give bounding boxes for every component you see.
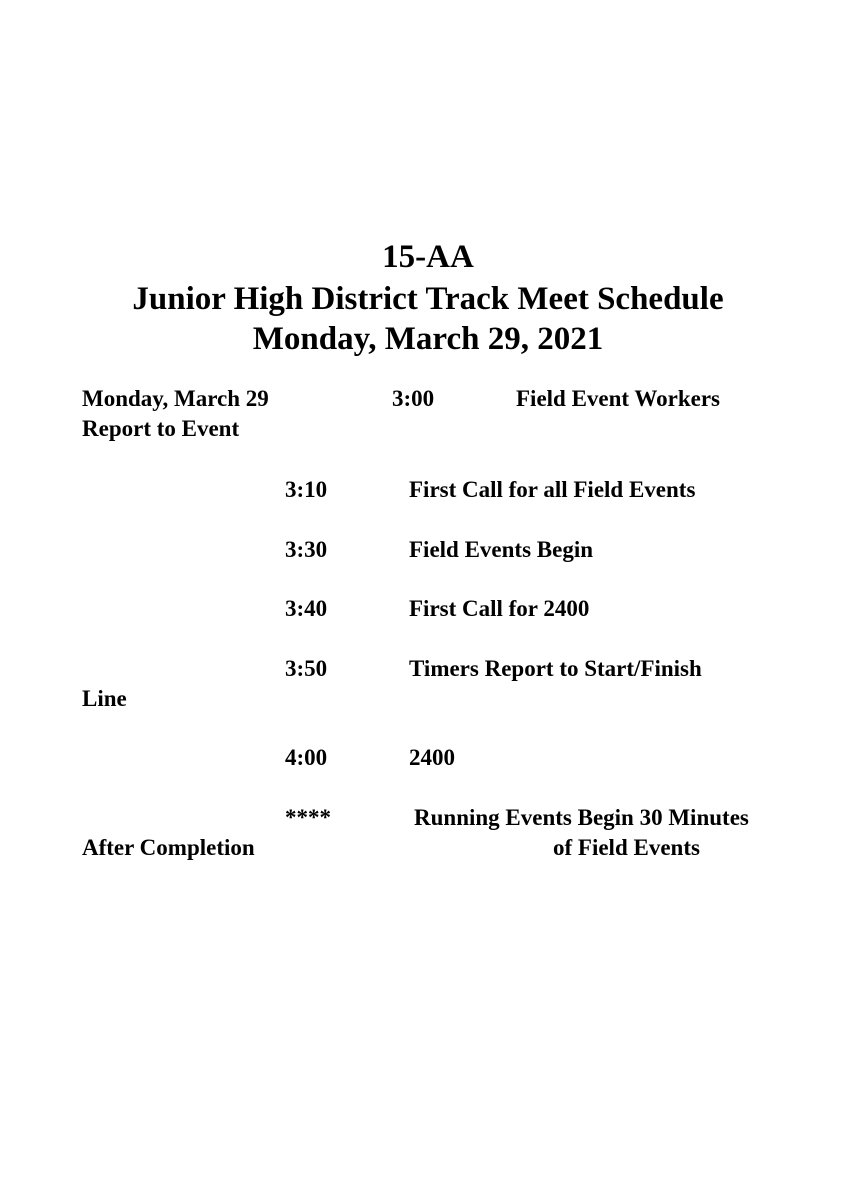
schedule-time: 3:00	[392, 386, 435, 411]
schedule-day: Monday, March 29	[82, 386, 269, 411]
schedule-event: Running Events Begin 30 Minutes	[414, 805, 749, 830]
title-district: 15-AA	[382, 239, 474, 275]
schedule-event: 2400	[409, 745, 455, 770]
schedule-event: First Call for 2400	[409, 596, 590, 621]
title-date: Monday, March 29, 2021	[252, 321, 604, 357]
schedule-event: Field Events Begin	[409, 537, 594, 562]
schedule-event-continued: Line	[82, 686, 127, 711]
title-meet-name: Junior High District Track Meet Schedule	[132, 281, 724, 317]
schedule-time: 3:30	[285, 537, 328, 562]
schedule-event: Field Event Workers	[516, 386, 721, 411]
schedule-time: 3:40	[285, 596, 328, 621]
schedule-time: ****	[285, 805, 331, 830]
schedule-event-continued-left: After Completion	[82, 835, 255, 860]
schedule-time: 4:00	[285, 745, 328, 770]
schedule-event-continued-right: of Field Events	[553, 835, 700, 860]
schedule-event-continued: Report to Event	[82, 416, 240, 441]
schedule-event: First Call for all Field Events	[409, 477, 696, 502]
schedule-time: 3:50	[285, 656, 328, 681]
schedule-event: Timers Report to Start/Finish	[409, 656, 702, 681]
schedule-time: 3:10	[285, 477, 328, 502]
